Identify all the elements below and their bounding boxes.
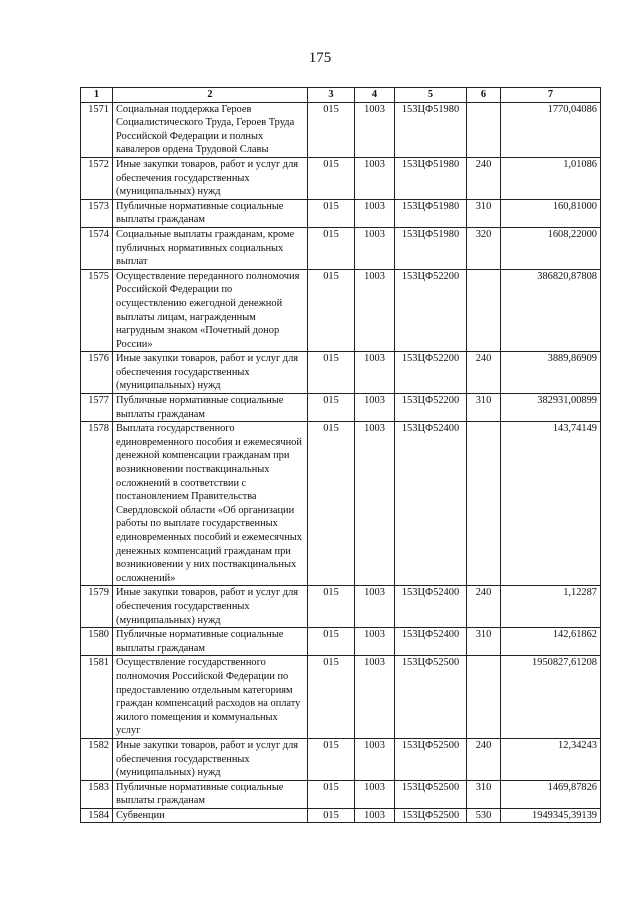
row-ved-code: 015 [308, 656, 355, 739]
row-name: Иные закупки товаров, работ и услуг для обеспечения государственных (муниципальных) нужд [113, 738, 308, 780]
table-row [81, 394, 601, 422]
row-expense-type: 240 [467, 352, 501, 394]
header-cell: 7 [501, 88, 601, 103]
row-ved-code: 015 [308, 586, 355, 628]
row-amount: 1770,04086 [501, 102, 601, 157]
row-amount: 386820,87808 [501, 269, 601, 352]
row-amount: 1469,87826 [501, 780, 601, 808]
table-row [81, 586, 601, 628]
table-row [81, 227, 601, 269]
header-cell: 1 [81, 88, 113, 103]
row-number: 1577 [81, 394, 113, 422]
table-row [81, 422, 601, 586]
row-amount: 382931,00899 [501, 394, 601, 422]
row-amount: 1608,22000 [501, 227, 601, 269]
row-expense-type: 530 [467, 808, 501, 823]
table-row [81, 628, 601, 656]
header-cell: 4 [355, 88, 395, 103]
row-section-code: 1003 [355, 738, 395, 780]
row-section-code: 1003 [355, 656, 395, 739]
table-row [81, 102, 601, 157]
table-row [81, 199, 601, 227]
header-cell: 5 [395, 88, 467, 103]
row-section-code: 1003 [355, 394, 395, 422]
row-section-code: 1003 [355, 227, 395, 269]
row-expense-type: 310 [467, 628, 501, 656]
row-amount: 143,74149 [501, 422, 601, 586]
row-number: 1584 [81, 808, 113, 823]
row-target-code: 153ЦФ51980 [395, 102, 467, 157]
row-name: Иные закупки товаров, работ и услуг для обеспечения государственных (муниципальных) нужд [113, 157, 308, 199]
row-name: Осуществление государственного полномочия Российской Федерации по предоставлению отдельным категориям граждан компенсаций расходов на оплату жилого помещения и коммунальных услуг [113, 656, 308, 739]
row-number: 1574 [81, 227, 113, 269]
row-section-code: 1003 [355, 628, 395, 656]
row-name: Публичные нормативные социальные выплаты гражданам [113, 199, 308, 227]
table-row [81, 269, 601, 352]
row-number: 1583 [81, 780, 113, 808]
row-amount: 160,81000 [501, 199, 601, 227]
row-section-code: 1003 [355, 586, 395, 628]
row-number: 1579 [81, 586, 113, 628]
row-section-code: 1003 [355, 352, 395, 394]
row-target-code: 153ЦФ52400 [395, 422, 467, 586]
header-row [81, 88, 601, 103]
row-name: Субвенции [113, 808, 308, 823]
table-row [81, 157, 601, 199]
header-cell: 6 [467, 88, 501, 103]
row-amount: 1949345,39139 [501, 808, 601, 823]
row-ved-code: 015 [308, 780, 355, 808]
row-expense-type: 240 [467, 738, 501, 780]
table-row [81, 808, 601, 823]
row-ved-code: 015 [308, 808, 355, 823]
table-row [81, 352, 601, 394]
row-name: Социальная поддержка Героев Социалистического Труда, Героев Труда Российской Федерации и полных кавалеров ордена Трудовой Славы [113, 102, 308, 157]
row-number: 1578 [81, 422, 113, 586]
row-number: 1575 [81, 269, 113, 352]
row-expense-type: 320 [467, 227, 501, 269]
row-number: 1576 [81, 352, 113, 394]
row-name: Выплата государственного единовременного пособия и ежемесячной денежной компенсации гражданам при возникновении поствакцинальных осложнений в соответствии с постановлением Правительства Свердловской области «Об организации работы по выплате государственных единовременных пособий и ежемесячных денежных компенсаций гражданам при возникновении у них поствакцинальных осложнений» [113, 422, 308, 586]
row-target-code: 153ЦФ52400 [395, 628, 467, 656]
row-target-code: 153ЦФ51980 [395, 227, 467, 269]
row-number: 1573 [81, 199, 113, 227]
row-amount: 3889,86909 [501, 352, 601, 394]
row-target-code: 153ЦФ51980 [395, 199, 467, 227]
header-cell: 3 [308, 88, 355, 103]
row-target-code: 153ЦФ52200 [395, 394, 467, 422]
row-expense-type [467, 102, 501, 157]
row-name: Социальные выплаты гражданам, кроме публичных нормативных социальных выплат [113, 227, 308, 269]
row-target-code: 153ЦФ52400 [395, 586, 467, 628]
row-target-code: 153ЦФ51980 [395, 157, 467, 199]
row-expense-type: 310 [467, 780, 501, 808]
row-name: Осуществление переданного полномочия Российской Федерации по осуществлению ежегодной денежной выплаты лицам, награжденным нагрудным знаком «Почетный донор России» [113, 269, 308, 352]
row-number: 1581 [81, 656, 113, 739]
table-row [81, 738, 601, 780]
row-expense-type [467, 656, 501, 739]
row-ved-code: 015 [308, 628, 355, 656]
row-expense-type: 310 [467, 199, 501, 227]
row-ved-code: 015 [308, 269, 355, 352]
table-row [81, 656, 601, 739]
row-expense-type: 310 [467, 394, 501, 422]
row-expense-type [467, 422, 501, 586]
row-section-code: 1003 [355, 780, 395, 808]
row-ved-code: 015 [308, 157, 355, 199]
row-section-code: 1003 [355, 422, 395, 586]
row-number: 1582 [81, 738, 113, 780]
row-ved-code: 015 [308, 738, 355, 780]
row-section-code: 1003 [355, 157, 395, 199]
row-name: Публичные нормативные социальные выплаты гражданам [113, 394, 308, 422]
row-name: Иные закупки товаров, работ и услуг для обеспечения государственных (муниципальных) нужд [113, 352, 308, 394]
row-name: Иные закупки товаров, работ и услуг для обеспечения государственных (муниципальных) нужд [113, 586, 308, 628]
row-section-code: 1003 [355, 199, 395, 227]
row-name: Публичные нормативные социальные выплаты гражданам [113, 780, 308, 808]
row-target-code: 153ЦФ52500 [395, 738, 467, 780]
row-amount: 1950827,61208 [501, 656, 601, 739]
row-ved-code: 015 [308, 227, 355, 269]
row-target-code: 153ЦФ52200 [395, 269, 467, 352]
row-target-code: 153ЦФ52500 [395, 780, 467, 808]
row-expense-type: 240 [467, 157, 501, 199]
row-ved-code: 015 [308, 199, 355, 227]
row-number: 1571 [81, 102, 113, 157]
row-section-code: 1003 [355, 269, 395, 352]
row-amount: 12,34243 [501, 738, 601, 780]
row-expense-type: 240 [467, 586, 501, 628]
table-row [81, 780, 601, 808]
row-target-code: 153ЦФ52200 [395, 352, 467, 394]
row-section-code: 1003 [355, 102, 395, 157]
row-target-code: 153ЦФ52500 [395, 808, 467, 823]
row-target-code: 153ЦФ52500 [395, 656, 467, 739]
row-expense-type [467, 269, 501, 352]
row-amount: 1,12287 [501, 586, 601, 628]
row-amount: 142,61862 [501, 628, 601, 656]
row-ved-code: 015 [308, 394, 355, 422]
row-ved-code: 015 [308, 102, 355, 157]
page-number: 175 [308, 50, 332, 66]
row-amount: 1,01086 [501, 157, 601, 199]
row-name: Публичные нормативные социальные выплаты гражданам [113, 628, 308, 656]
row-ved-code: 015 [308, 352, 355, 394]
row-ved-code: 015 [308, 422, 355, 586]
header-cell: 2 [113, 88, 308, 103]
row-section-code: 1003 [355, 808, 395, 823]
row-number: 1572 [81, 157, 113, 199]
row-number: 1580 [81, 628, 113, 656]
budget-table [80, 87, 601, 823]
